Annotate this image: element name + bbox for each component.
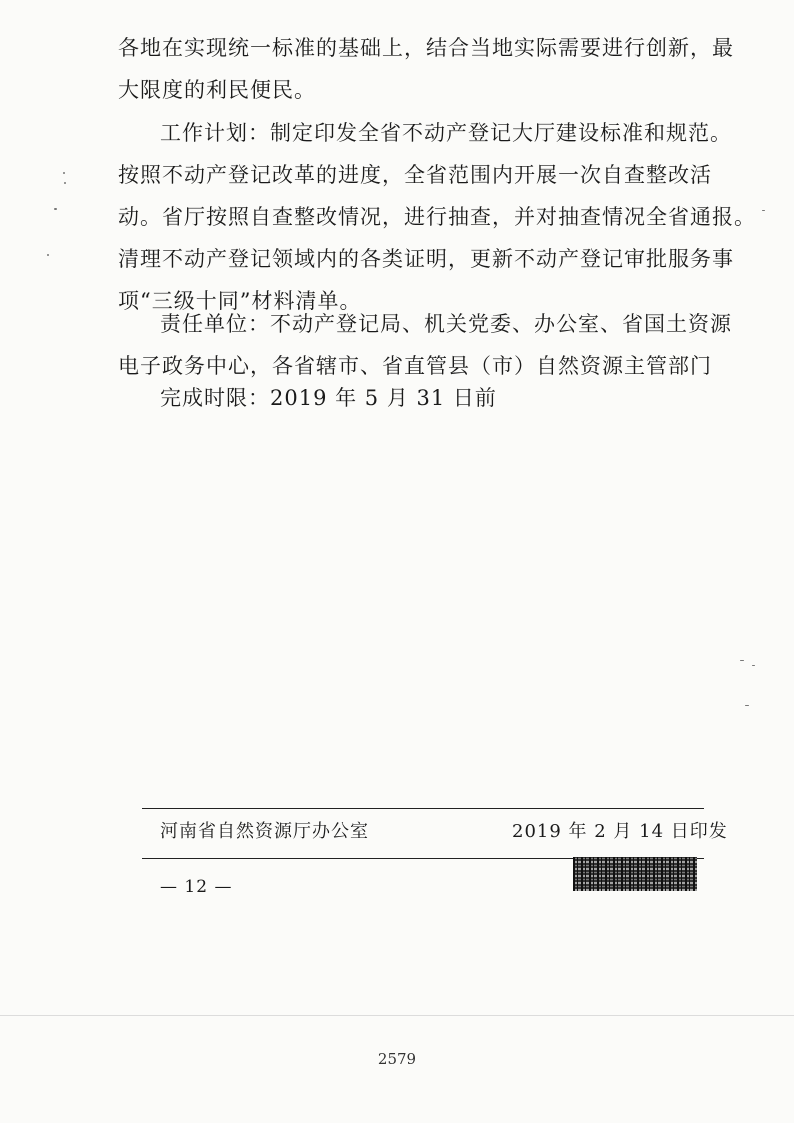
barcode-image — [573, 857, 697, 891]
scan-speck — [745, 705, 749, 706]
text-line: 电子政务中心，各省辖市、省直管县（市）自然资源主管部门 — [118, 354, 712, 378]
scan-speck — [752, 665, 755, 666]
text-line: 清理不动产登记领域内的各类证明，更新不动产登记审批服务事 — [118, 247, 734, 271]
page-number: — 12 — — [160, 877, 233, 897]
scan-speck — [54, 208, 57, 210]
scan-speck — [762, 210, 765, 211]
paragraph-innovation — [118, 27, 734, 111]
scan-speck — [63, 172, 65, 174]
paragraph-deadline — [118, 377, 698, 419]
scan-speck — [47, 254, 49, 256]
issue-date: 2019 年 2 月 14 日印发 — [512, 821, 728, 842]
page-edge-line — [0, 1015, 794, 1016]
text-line: 按照不动产登记改革的进度，全省范围内开展一次自查整改活 — [118, 163, 712, 187]
scan-speck — [740, 660, 744, 661]
text-line: 动。省厅按照自查整改情况，进行抽查，并对抽查情况全省通报。 — [118, 205, 756, 229]
paragraph-responsible-units — [118, 303, 732, 387]
footer-top-rule — [142, 808, 704, 809]
scan-speck — [64, 182, 66, 184]
text-line: 各地在实现统一标准的基础上，结合当地实际需要进行创新，最 — [118, 36, 734, 60]
text-line: 责任单位：不动产登记局、机关党委、办公室、省国土资源 — [160, 312, 732, 336]
text-line: 工作计划：制定印发全省不动产登记大厅建设标准和规范。 — [160, 121, 732, 145]
text-line: 大限度的利民便民。 — [118, 78, 316, 102]
text-line: 项“三级十同”材料清单。 — [118, 289, 362, 313]
scan-page-number: 2579 — [377, 1050, 417, 1068]
issuer-name: 河南省自然资源厅办公室 — [160, 821, 369, 842]
paragraph-work-plan — [118, 112, 756, 322]
text-line: 完成时限：2019 年 5 月 31 日前 — [160, 386, 497, 410]
